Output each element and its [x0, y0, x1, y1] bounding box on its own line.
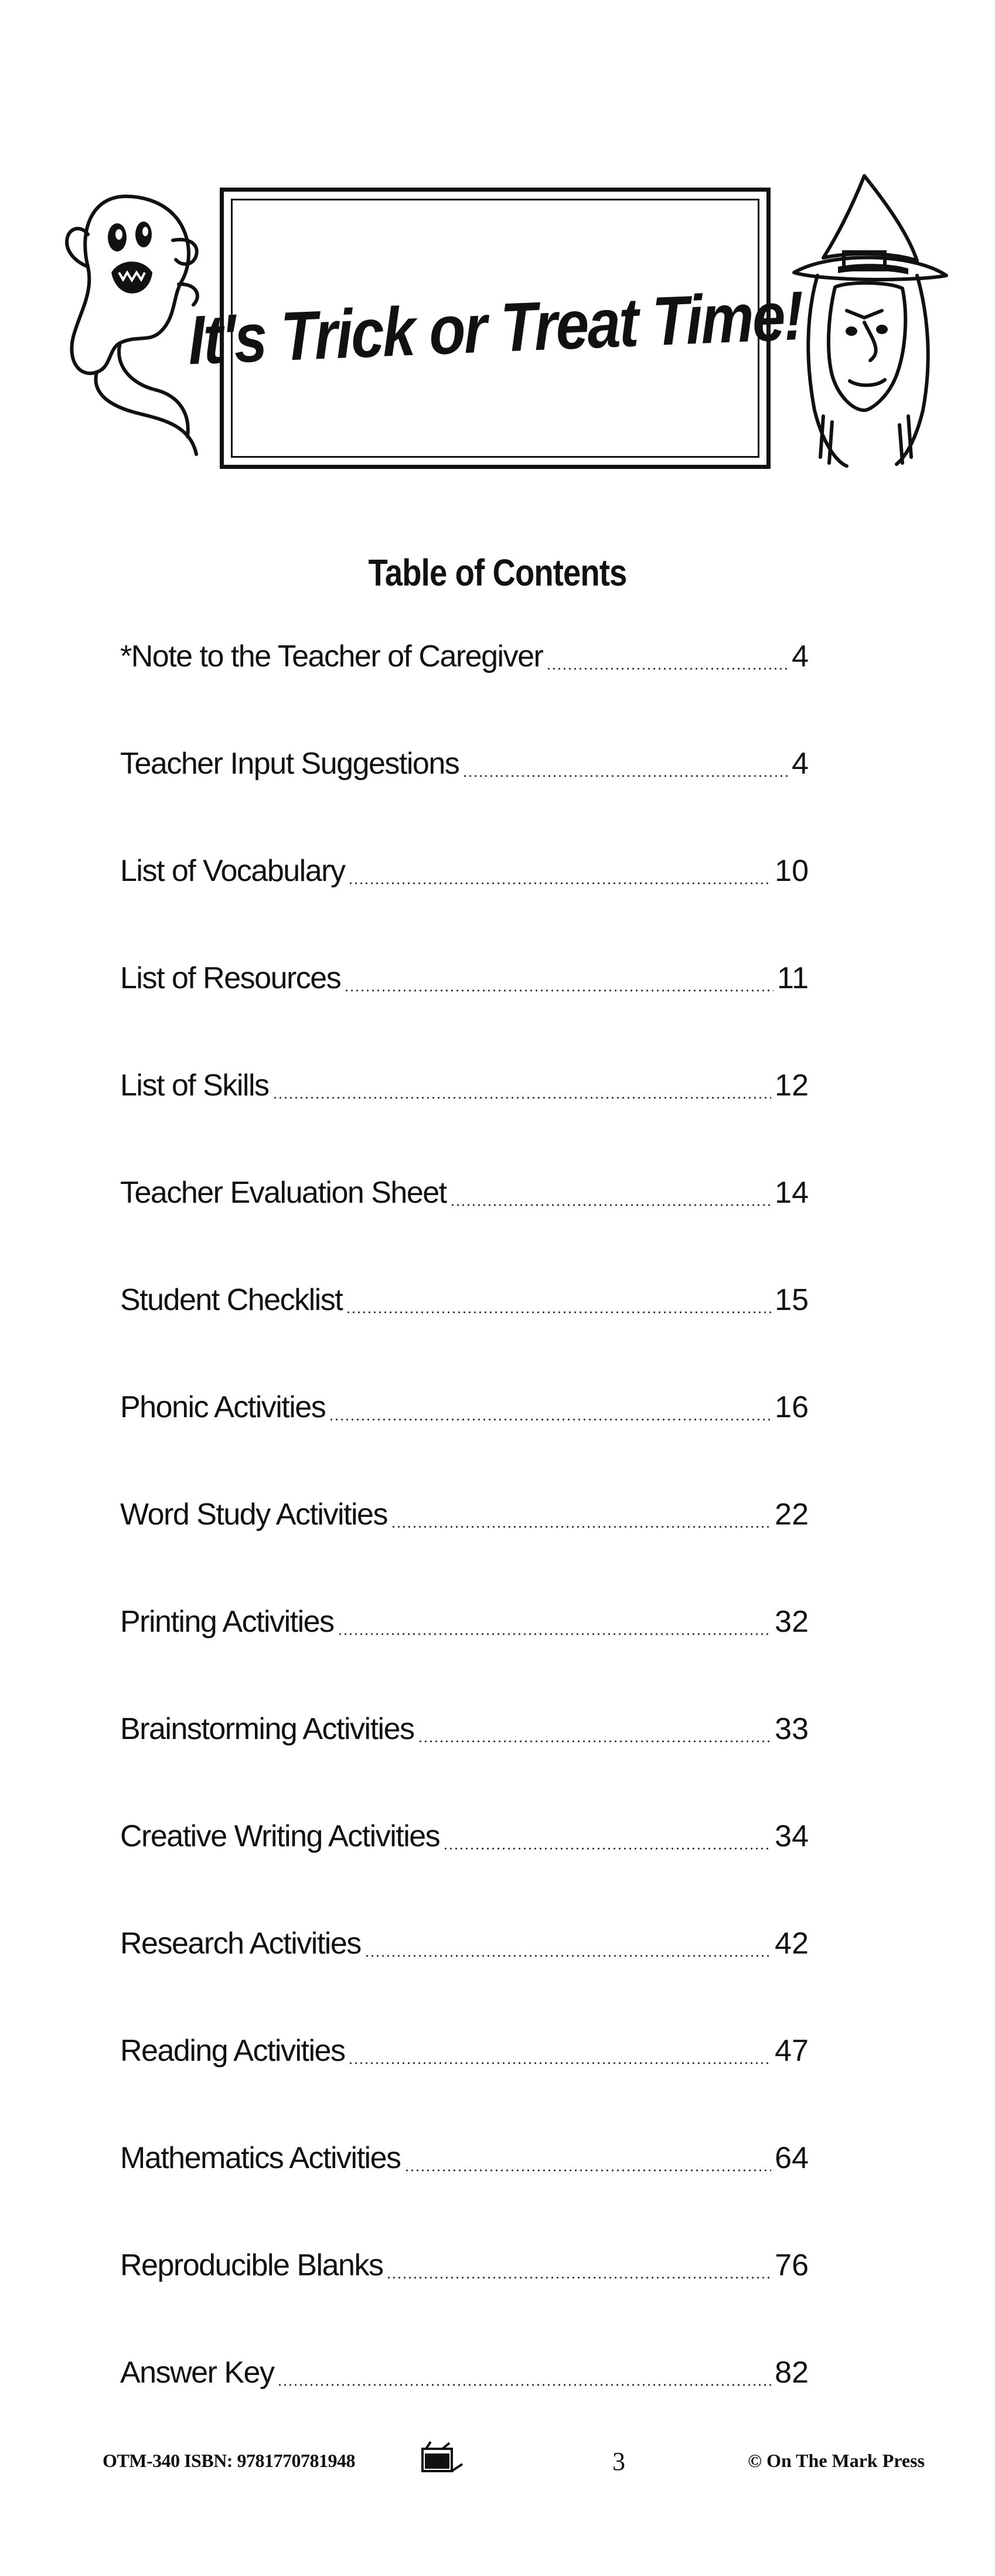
toc-entry-title: Student Checklist: [120, 1283, 343, 1317]
toc-dot-leader: [462, 775, 788, 777]
toc-entry: [120, 1963, 809, 2070]
toc-dot-leader: [346, 1311, 771, 1313]
toc-entry: [120, 1534, 809, 1641]
toc-entry-title: Reading Activities: [120, 2034, 345, 2068]
toc-entry-title: Word Study Activities: [120, 1498, 387, 1532]
toc-entry-page: 11: [777, 961, 809, 995]
toc-entry-title: Brainstorming Activities: [120, 1712, 414, 1746]
toc-entry-page: 10: [775, 854, 809, 888]
toc-dot-leader: [272, 1097, 772, 1099]
table-of-contents: [120, 624, 809, 2392]
toc-entry-title: Creative Writing Activities: [120, 1819, 440, 1853]
toc-entry-title: List of Skills: [120, 1068, 269, 1102]
toc-heading: Table of Contents: [368, 552, 627, 594]
toc-entry-title: Teacher Evaluation Sheet: [120, 1176, 447, 1210]
footer-isbn: OTM-340 ISBN: 9781770781948: [103, 2450, 355, 2471]
toc-entry-page: 47: [775, 2034, 809, 2068]
toc-entry: [120, 998, 809, 1105]
copyright: © On The Mark Press: [748, 2450, 925, 2471]
toc-entry: [120, 624, 809, 676]
toc-dot-leader: [418, 1740, 772, 1743]
toc-entry-page: 15: [775, 1283, 809, 1317]
toc-entry-page: 76: [775, 2248, 809, 2282]
toc-dot-leader: [348, 2062, 771, 2064]
toc-dot-leader: [404, 2169, 772, 2172]
toc-entry-title: List of Resources: [120, 961, 341, 995]
toc-dot-leader: [344, 989, 773, 992]
toc-dot-leader: [443, 1847, 771, 1850]
toc-entry: [120, 1212, 809, 1319]
toc-entry: [120, 1105, 809, 1212]
banner-title: It's Trick or Treat Time!: [187, 277, 803, 380]
toc-entry: [120, 676, 809, 783]
toc-entry-title: Reproducible Blanks: [120, 2248, 383, 2282]
witch-illustration: [782, 164, 952, 469]
toc-dot-leader: [391, 1526, 771, 1528]
toc-dot-leader: [450, 1204, 772, 1206]
toc-dot-leader: [329, 1418, 771, 1421]
toc-entry: [120, 1748, 809, 1856]
toc-entry-page: 82: [775, 2356, 809, 2390]
toc-entry: [120, 2285, 809, 2392]
toc-dot-leader: [277, 2384, 771, 2386]
toc-entry-page: 32: [775, 1605, 809, 1639]
toc-entry-title: *Note to the Teacher of Caregiver: [120, 639, 543, 673]
toc-dot-leader: [364, 1955, 771, 1957]
toc-dot-leader: [348, 882, 771, 884]
toc-entry-page: 33: [775, 1712, 809, 1746]
title-banner: [187, 188, 803, 469]
page-number: 3: [612, 2447, 625, 2476]
toc-entry: [120, 2177, 809, 2285]
toc-entry-title: Teacher Input Suggestions: [120, 747, 459, 781]
toc-entry-page: 42: [775, 1927, 809, 1961]
toc-dot-leader: [338, 1633, 772, 1635]
toc-entry: [120, 1641, 809, 1748]
toc-entry-title: Printing Activities: [120, 1605, 334, 1639]
toc-entry: [120, 1319, 809, 1427]
toc-entry-title: Research Activities: [120, 1927, 361, 1961]
toc-entry-page: 4: [792, 747, 809, 781]
toc-entry-page: 16: [775, 1390, 809, 1424]
ghost-illustration: [56, 185, 208, 466]
toc-entry-page: 34: [775, 1819, 809, 1853]
toc-entry-page: 12: [775, 1068, 809, 1102]
page-footer: [103, 2438, 925, 2485]
toc-entry-page: 64: [775, 2141, 809, 2175]
toc-entry-page: 14: [775, 1176, 809, 1210]
toc-entry-title: Mathematics Activities: [120, 2141, 401, 2175]
toc-dot-leader: [386, 2276, 771, 2279]
toc-entry: [120, 890, 809, 998]
toc-entry-title: Answer Key: [120, 2356, 274, 2390]
publisher-logo-icon: [419, 2441, 466, 2476]
toc-entry: [120, 2070, 809, 2177]
toc-entry-page: 4: [792, 639, 809, 673]
toc-entry-page: 22: [775, 1498, 809, 1532]
toc-entry: [120, 1427, 809, 1534]
toc-entry: [120, 783, 809, 890]
toc-entry: [120, 1856, 809, 1963]
toc-entry-title: List of Vocabulary: [120, 854, 345, 888]
toc-entry-title: Phonic Activities: [120, 1390, 326, 1424]
toc-dot-leader: [546, 668, 788, 670]
